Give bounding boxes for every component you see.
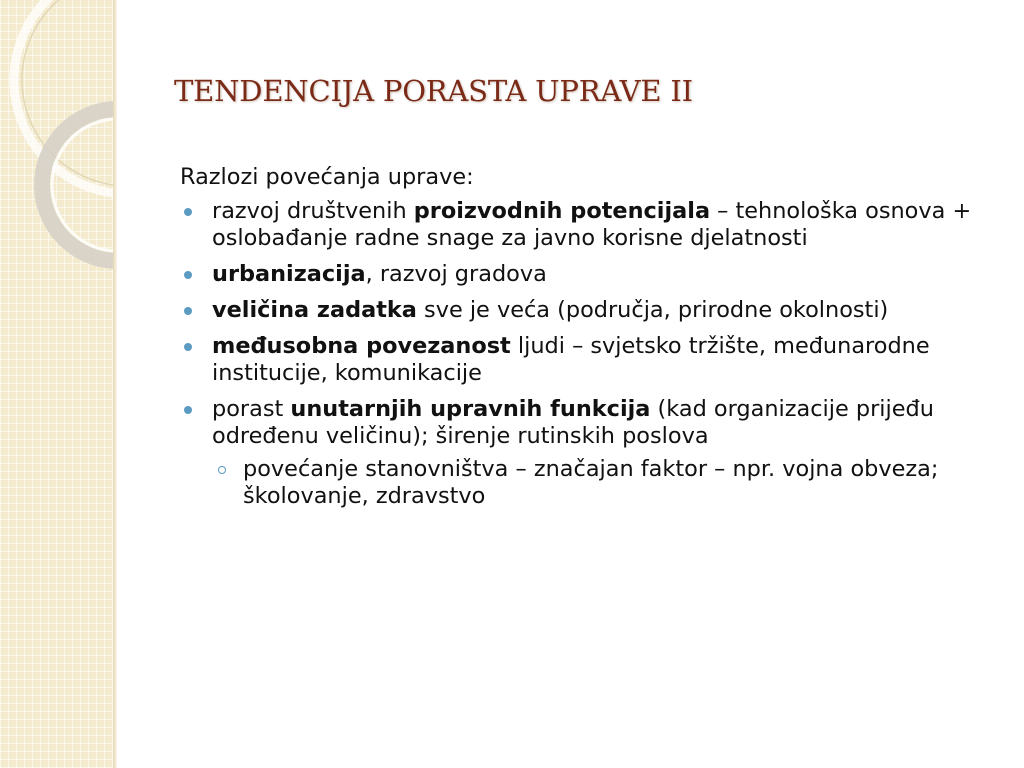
bullet-item <box>180 198 1010 252</box>
bullet-item <box>180 396 1010 510</box>
sub-bullet-item <box>212 456 1010 510</box>
bullet-dot-icon <box>184 271 192 279</box>
bullet-dot-icon <box>184 307 192 315</box>
sub-bullet-list <box>212 456 1010 510</box>
bullet-text-bold: veličina zadatka <box>212 297 417 323</box>
side-band-edge <box>113 0 117 768</box>
side-decoration-band <box>0 0 113 768</box>
bullet-dot-icon <box>184 343 192 351</box>
decorative-circles-icon <box>0 0 113 768</box>
bullet-text-post: , razvoj gradova <box>365 261 547 287</box>
bullet-text-pre: porast <box>212 396 291 422</box>
slide-content <box>180 164 1010 519</box>
sub-bullet-ring-icon <box>218 466 226 474</box>
bullet-item <box>180 261 1010 288</box>
bullet-item <box>180 297 1010 324</box>
lead-text: Razlozi povećanja uprave: <box>180 164 474 190</box>
bullet-dot-icon <box>184 208 192 216</box>
bullet-text-bold: proizvodnih potencijala <box>413 198 711 224</box>
sub-bullet-text: povećanje stanovništva – značajan faktor – npr. vojna obveza; školovanje, zdravstvo <box>243 456 939 509</box>
bullet-text-bold: unutarnjih upravnih funkcija <box>290 396 651 422</box>
bullet-text-bold: međusobna povezanost <box>212 333 511 359</box>
bullet-item <box>180 333 1010 387</box>
bullet-text-post: – tehnološka osnova + oslobađanje radne snage za javno korisne djelatnosti <box>212 198 972 251</box>
bullet-dot-icon <box>184 406 192 414</box>
bullet-text-bold: urbanizacija <box>212 261 366 287</box>
bullet-text-pre: razvoj društvenih <box>212 198 414 224</box>
bullet-text-post: ljudi – svjetsko tržište, međunarodne institucije, komunikacije <box>212 333 930 386</box>
bullet-list <box>180 198 1010 510</box>
bullet-text-post: sve je veća (područja, prirodne okolnosti) <box>416 297 889 323</box>
bullet-text-post: (kad organizacije prijeđu određenu veličinu); širenje rutinskih poslova <box>212 396 934 449</box>
slide-title: TENDENCIJA PORASTA UPRAVE II <box>174 74 693 108</box>
